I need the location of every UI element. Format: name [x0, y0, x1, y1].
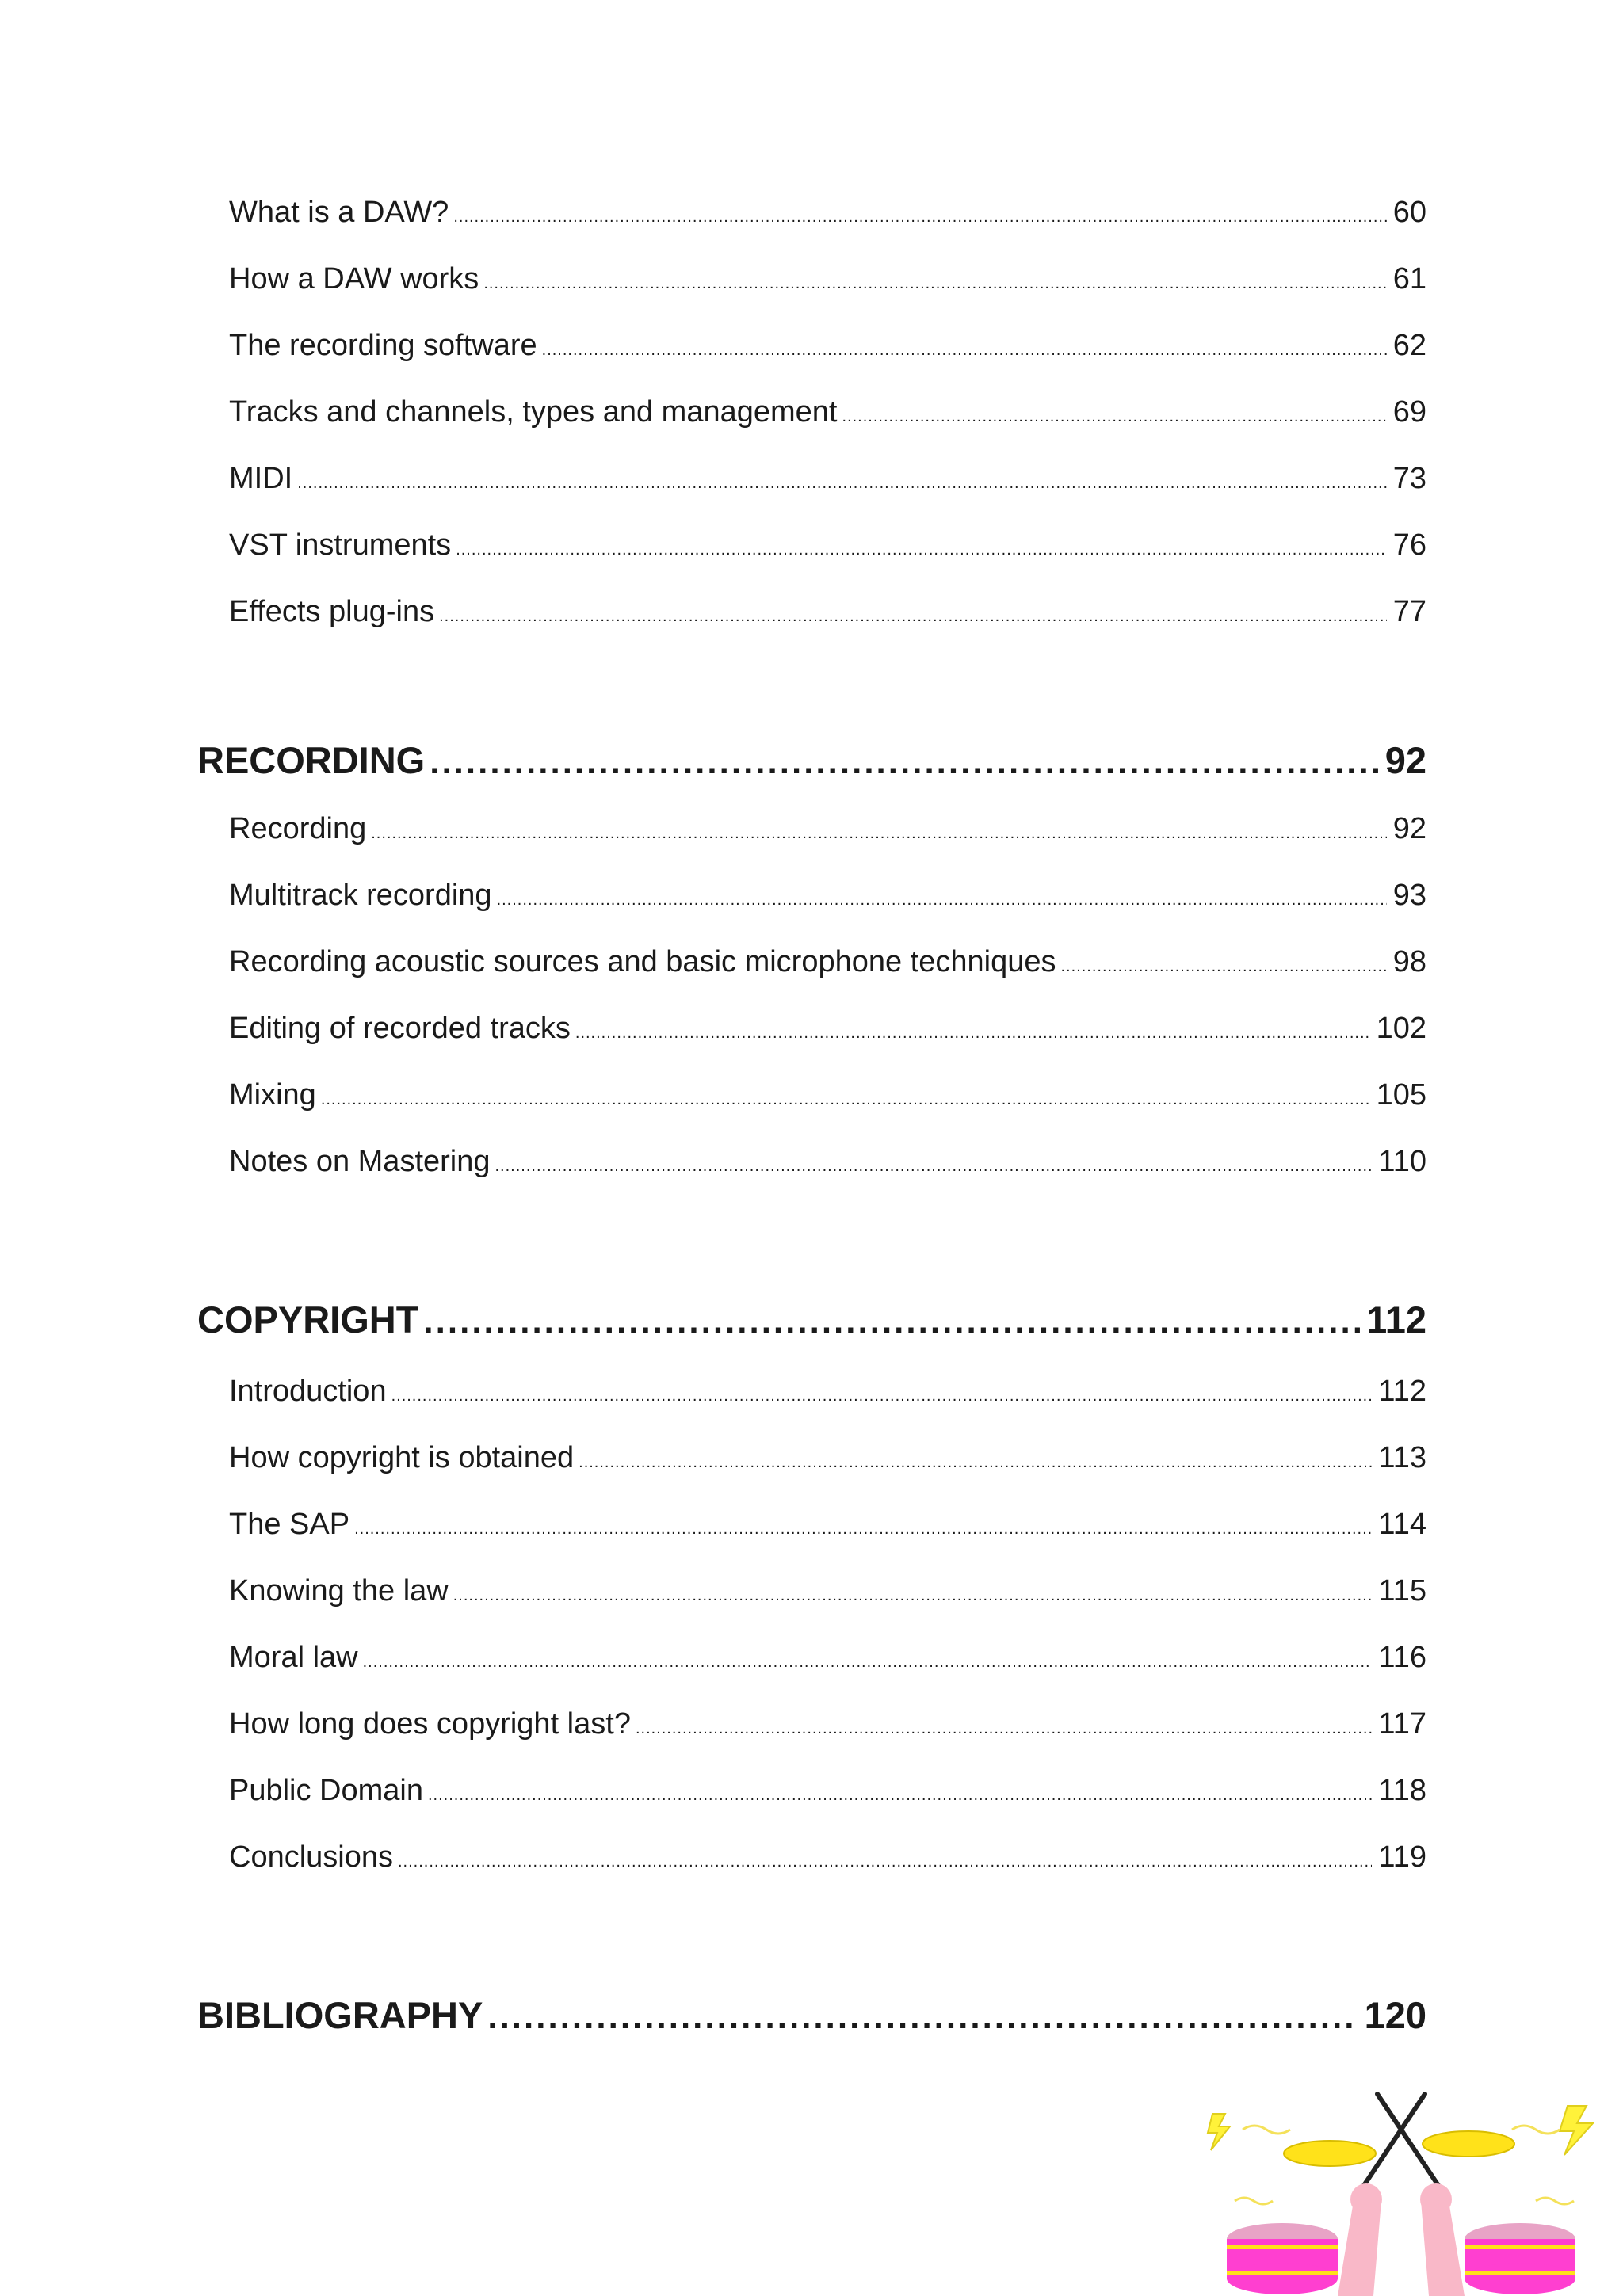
toc-entry-title: Tracks and channels, types and management — [229, 395, 838, 429]
lightning-icon — [1208, 2114, 1230, 2150]
toc-entry-title: Effects plug-ins — [229, 595, 435, 628]
toc-entry-title: Editing of recorded tracks — [229, 1012, 571, 1045]
toc-entry-page: 60 — [1392, 196, 1426, 229]
toc-entry-page: 76 — [1392, 528, 1426, 562]
toc-entry-title: The SAP — [229, 1508, 350, 1541]
toc-entry-title: Recording — [229, 812, 367, 845]
toc-entry-title: Conclusions — [229, 1840, 393, 1874]
toc-entry[interactable] — [229, 879, 1426, 913]
section-title: RECORDING — [197, 739, 426, 781]
toc-entry[interactable] — [229, 812, 1426, 846]
cymbal — [1284, 2141, 1376, 2166]
toc-entry[interactable] — [229, 395, 1426, 429]
drummer-hands-icon — [1195, 2082, 1623, 2296]
leader-dots — [439, 608, 1387, 626]
leader-dots — [575, 1024, 1370, 1043]
toc-entry[interactable] — [229, 1574, 1426, 1608]
lightning-icon — [1560, 2106, 1593, 2155]
leader-dots — [398, 1853, 1372, 1871]
drum — [1465, 2223, 1575, 2294]
leader-dots — [1060, 958, 1386, 976]
section-page: 92 — [1384, 739, 1426, 781]
toc-entry-title: How long does copyright last? — [229, 1707, 631, 1741]
toc-entry-page: 112 — [1378, 1375, 1426, 1408]
toc-entry-title: MIDI — [229, 462, 293, 495]
toc-entry-title: Recording acoustic sources and basic microphone techniques — [229, 945, 1056, 978]
toc-entry-page: 61 — [1392, 262, 1426, 296]
leader-dots — [423, 1302, 1360, 1341]
toc-entry[interactable] — [229, 1375, 1426, 1409]
leader-dots — [453, 1587, 1373, 1605]
toc-entry[interactable] — [229, 1707, 1426, 1741]
toc-entry-page: 105 — [1376, 1078, 1426, 1112]
toc-entry-page: 116 — [1378, 1641, 1426, 1674]
toc-entry-title: How copyright is obtained — [229, 1441, 575, 1474]
toc-entry-page: 114 — [1378, 1508, 1426, 1541]
toc-entry[interactable] — [229, 462, 1426, 496]
leader-dots — [842, 408, 1386, 426]
leader-dots — [428, 1787, 1372, 1805]
toc-entry[interactable] — [229, 1145, 1426, 1179]
drum — [1227, 2223, 1338, 2294]
toc-entry-title: Introduction — [229, 1375, 387, 1408]
leader-dots — [495, 1158, 1373, 1176]
toc-entry[interactable] — [229, 262, 1426, 296]
toc-entry[interactable] — [229, 595, 1426, 629]
toc-entry-title: VST instruments — [229, 528, 452, 562]
leader-dots — [487, 1997, 1358, 2037]
toc-entry-title: Knowing the law — [229, 1574, 449, 1608]
leader-dots — [483, 275, 1386, 293]
toc-section-recording[interactable] — [197, 738, 1426, 782]
toc-entry[interactable] — [229, 1774, 1426, 1808]
leader-dots — [456, 541, 1387, 559]
toc-entry-page: 62 — [1392, 329, 1426, 362]
leader-dots — [363, 1653, 1373, 1672]
toc-entry-title: What is a DAW? — [229, 196, 449, 229]
leader-dots — [321, 1091, 1370, 1109]
section-page: 112 — [1366, 1299, 1426, 1341]
section-title: COPYRIGHT — [197, 1299, 419, 1341]
toc-entry-title: How a DAW works — [229, 262, 479, 296]
leader-dots — [430, 742, 1378, 782]
leader-dots — [453, 208, 1386, 227]
leader-dots — [354, 1520, 1372, 1539]
toc-entry-page: 102 — [1376, 1012, 1426, 1045]
toc-entry-title: Multitrack recording — [229, 879, 492, 912]
leader-dots — [579, 1454, 1372, 1472]
toc-section-copyright[interactable] — [197, 1298, 1426, 1341]
toc-entry[interactable] — [229, 1012, 1426, 1046]
toc-entry[interactable] — [229, 1508, 1426, 1542]
toc-entry-page: 77 — [1392, 595, 1426, 628]
section-title: BIBLIOGRAPHY — [197, 1994, 483, 2036]
toc-entry-page: 73 — [1392, 462, 1426, 495]
toc-entry-page: 98 — [1392, 945, 1426, 978]
toc-entry-page: 115 — [1378, 1574, 1426, 1608]
toc-entry-title: Moral law — [229, 1641, 358, 1674]
toc-entry[interactable] — [229, 528, 1426, 563]
toc-entry-page: 118 — [1378, 1774, 1426, 1807]
toc-entry-page: 92 — [1392, 812, 1426, 845]
toc-entry[interactable] — [229, 1840, 1426, 1875]
toc-entry-title: Notes on Mastering — [229, 1145, 491, 1178]
leader-dots — [636, 1720, 1372, 1738]
toc-entry-title: Mixing — [229, 1078, 316, 1112]
toc-entry-page: 117 — [1378, 1707, 1426, 1741]
leader-dots — [371, 825, 1387, 843]
toc-entry[interactable] — [229, 196, 1426, 230]
toc-entry-title: Public Domain — [229, 1774, 423, 1807]
toc-entry-page: 110 — [1378, 1145, 1426, 1178]
toc-entry-title: The recording software — [229, 329, 537, 362]
cymbal — [1423, 2131, 1514, 2157]
toc-entry[interactable] — [229, 1078, 1426, 1112]
arm — [1421, 2201, 1465, 2296]
toc-entry-page: 69 — [1392, 395, 1426, 429]
toc-entry-page: 113 — [1378, 1441, 1426, 1474]
section-page: 120 — [1364, 1994, 1426, 2036]
arm — [1338, 2201, 1381, 2296]
toc-entry[interactable] — [229, 1641, 1426, 1675]
leader-dots — [542, 341, 1387, 360]
leader-dots — [391, 1387, 1373, 1405]
leader-dots — [497, 891, 1387, 910]
toc-entry-page: 119 — [1378, 1840, 1426, 1874]
toc-section-bibliography[interactable] — [197, 1993, 1426, 2037]
toc-entry-page: 93 — [1392, 879, 1426, 912]
toc-entry[interactable] — [229, 329, 1426, 363]
leader-dots — [297, 475, 1387, 493]
toc-entry[interactable] — [229, 945, 1426, 979]
toc-entry[interactable] — [229, 1441, 1426, 1475]
